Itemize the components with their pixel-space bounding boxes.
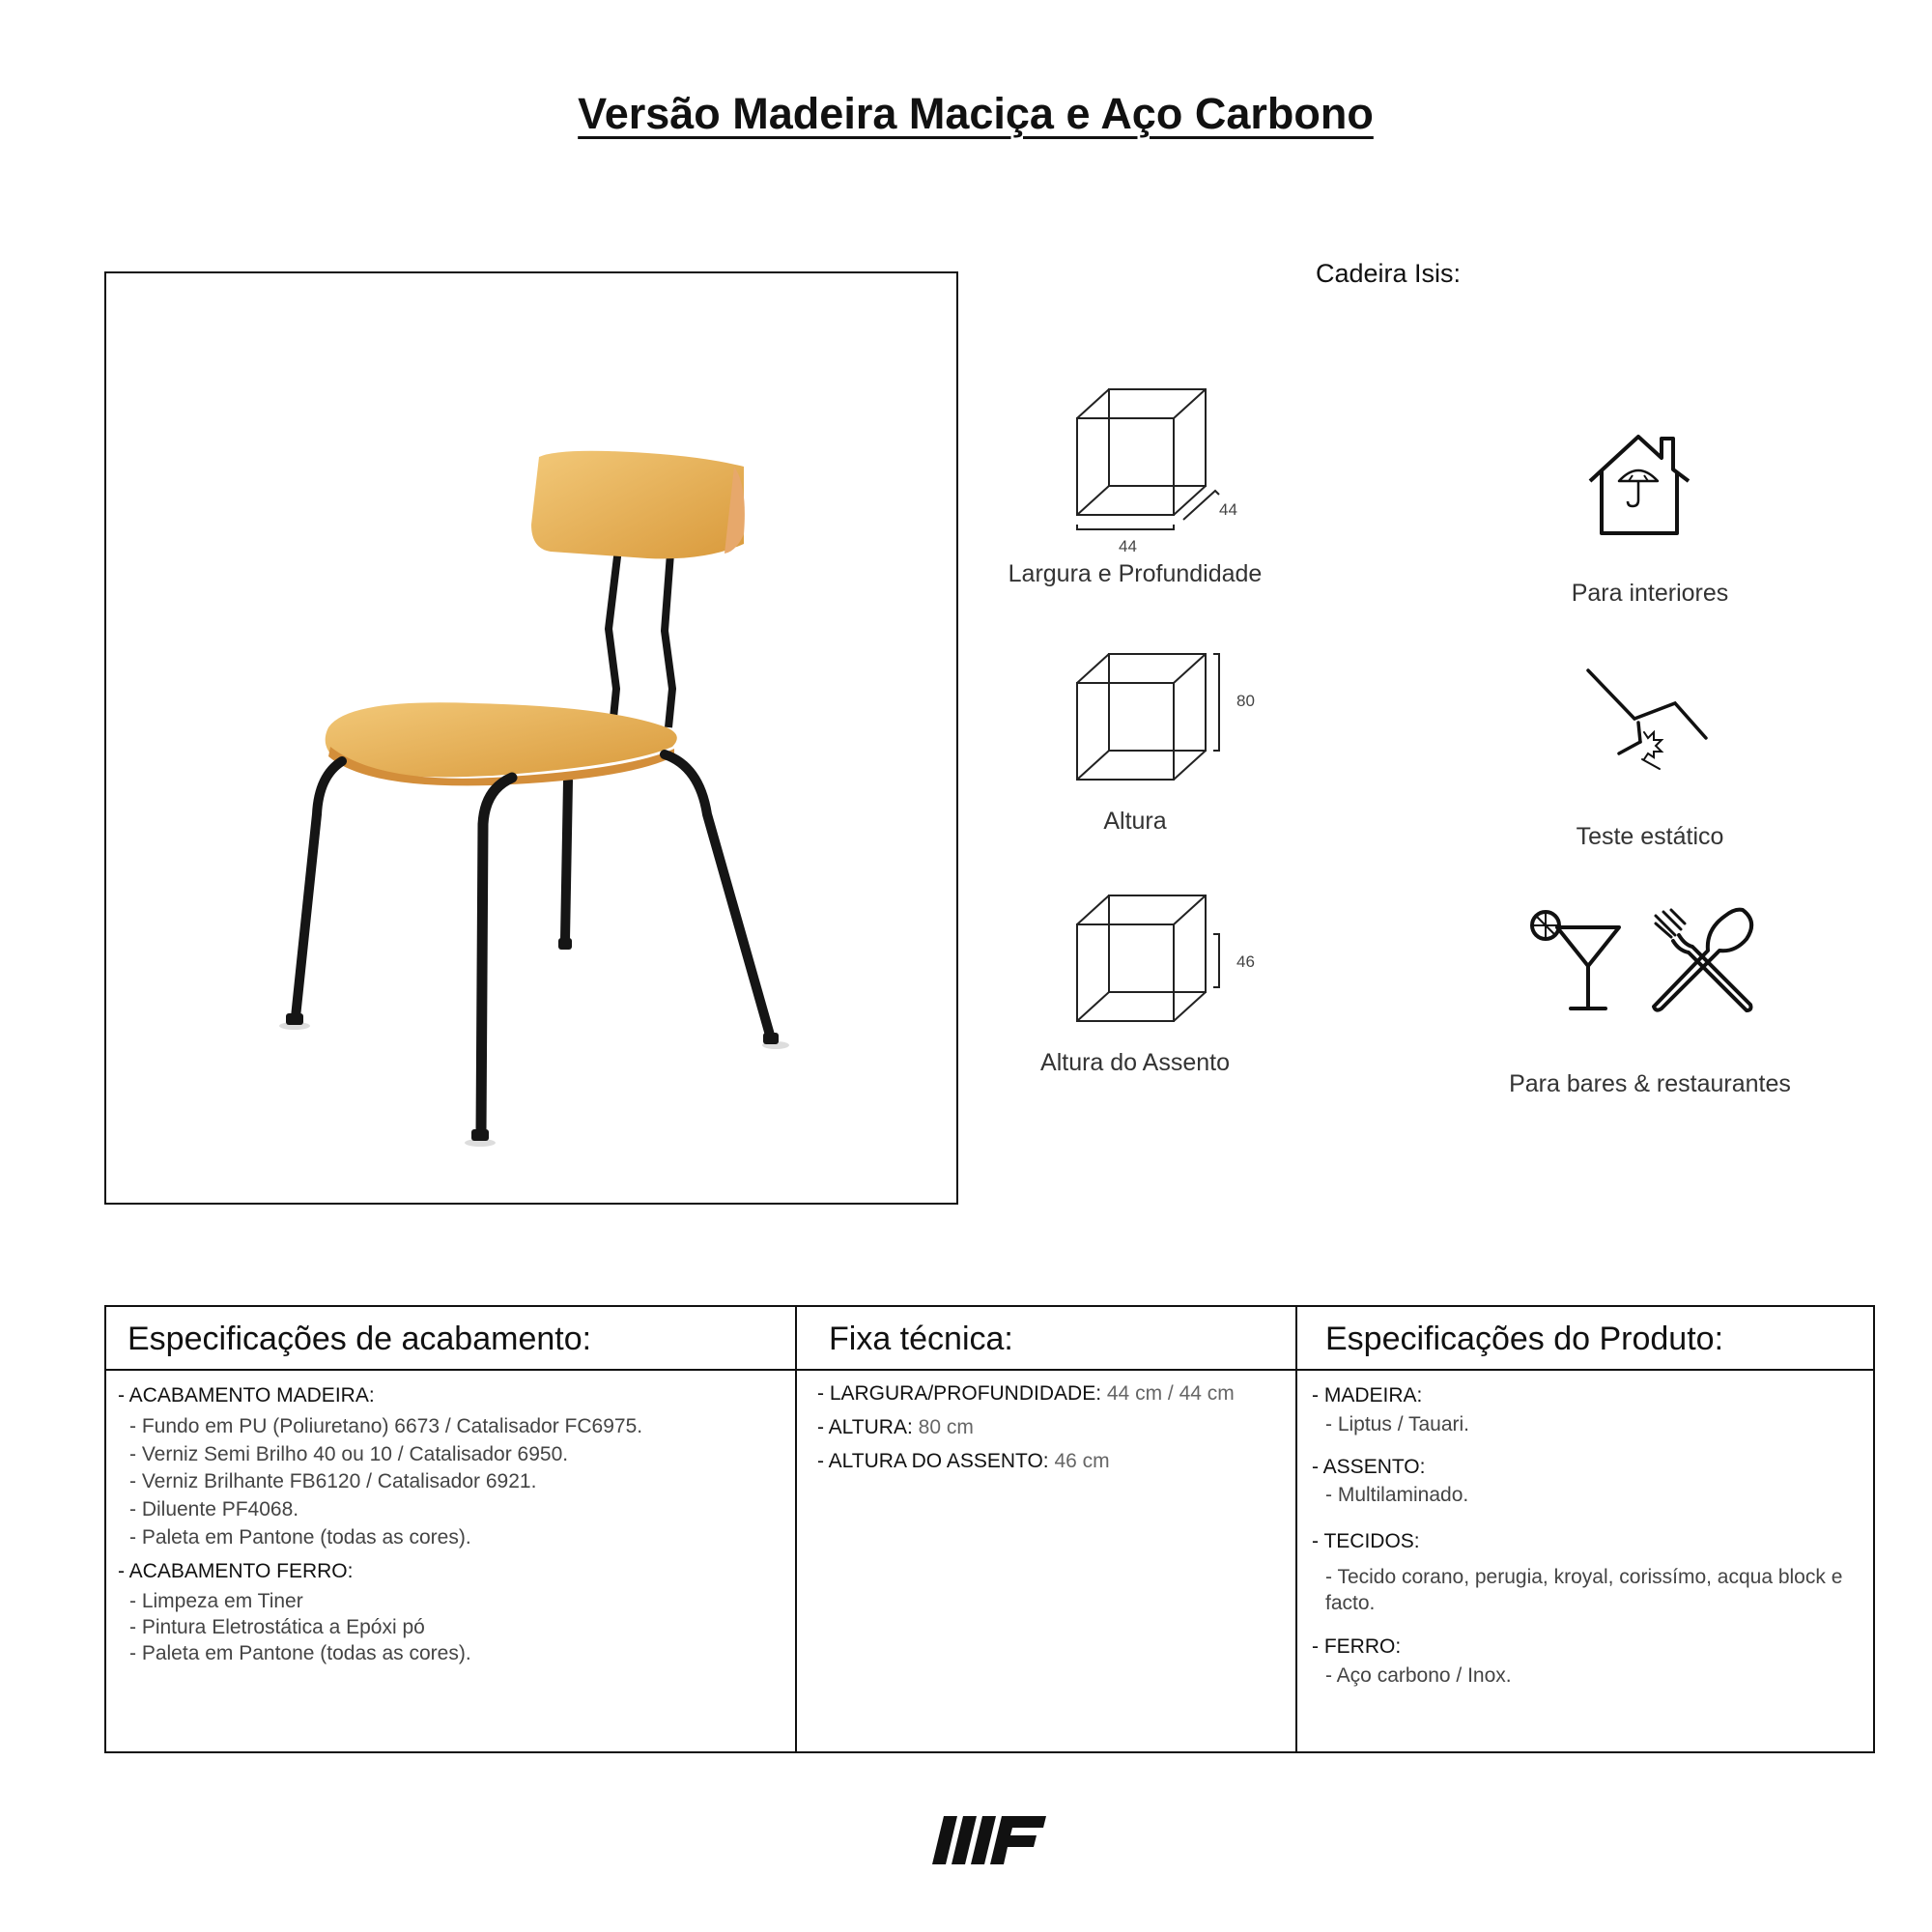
- column-divider: [795, 1307, 797, 1751]
- list-item: - Paleta em Pantone (todas as cores).: [129, 1642, 471, 1664]
- tech-row: [817, 1382, 1235, 1406]
- width-value: 44: [1119, 537, 1137, 555]
- wood-finish-title: - ACABAMENTO MADEIRA:: [118, 1384, 375, 1406]
- specs-table: [104, 1305, 1875, 1753]
- height-value: 80: [1236, 692, 1255, 710]
- wood-value: - Liptus / Tauari.: [1325, 1413, 1470, 1435]
- chair-image: [106, 273, 956, 1203]
- list-item: - Paleta em Pantone (todas as cores).: [129, 1526, 471, 1548]
- height-cube-icon: [1072, 649, 1246, 789]
- seat-value: - Multilaminado.: [1325, 1484, 1469, 1506]
- fabric-value: - Tecido corano, perugia, kroyal, corissímo, acqua block e facto.: [1325, 1566, 1843, 1614]
- fork-knife-icon: [1650, 906, 1758, 1014]
- tech-sheet-heading: Fixa técnica:: [829, 1321, 1013, 1357]
- list-item: - Fundo em PU (Poliuretano) 6673 / Catalisador FC6975.: [129, 1415, 643, 1437]
- wood-title: - MADEIRA:: [1312, 1384, 1423, 1406]
- product-name: Cadeira Isis:: [1316, 259, 1462, 288]
- iron-finish-title: - ACABAMENTO FERRO:: [118, 1560, 354, 1582]
- tech-row-value: 44 cm / 44 cm: [1106, 1382, 1235, 1405]
- list-item: - Pintura Eletrostática a Epóxi pó: [129, 1616, 425, 1638]
- seat-title: - ASSENTO:: [1312, 1456, 1426, 1478]
- product-specs-heading: Especificações do Produto:: [1325, 1321, 1724, 1357]
- tech-row-label: - ALTURA DO ASSENTO:: [817, 1450, 1049, 1472]
- header-divider: [106, 1369, 1873, 1371]
- tech-row-label: - ALTURA:: [817, 1416, 913, 1438]
- tech-row-value: 46 cm: [1054, 1450, 1110, 1472]
- page-title: Versão Madeira Maciça e Aço Carbono: [578, 89, 1374, 138]
- finish-specs-heading: Especificações de acabamento:: [128, 1321, 592, 1357]
- iron-title: - FERRO:: [1312, 1635, 1402, 1658]
- bars-restaurants-label: Para bares & restaurantes: [1509, 1070, 1791, 1097]
- seat-height-value: 46: [1236, 952, 1255, 971]
- width-depth-label: Largura e Profundidade: [1008, 560, 1263, 587]
- list-item: - Limpeza em Tiner: [129, 1590, 303, 1612]
- cocktail-glass-icon: [1528, 906, 1623, 1014]
- seat-height-cube-icon: [1072, 891, 1246, 1031]
- static-test-icon: [1584, 665, 1710, 773]
- seat-height-label: Altura do Assento: [1040, 1049, 1230, 1076]
- list-item: - Diluente PF4068.: [129, 1498, 299, 1520]
- indoor-house-icon: [1586, 431, 1702, 539]
- tech-row-value: 80 cm: [918, 1416, 974, 1438]
- tech-row-label: - LARGURA/PROFUNDIDADE:: [817, 1382, 1102, 1405]
- tech-row: [817, 1416, 974, 1439]
- brand-logo: [932, 1816, 1048, 1866]
- static-test-label: Teste estático: [1576, 823, 1724, 850]
- list-item: - Verniz Brilhante FB6120 / Catalisador 6921.: [129, 1470, 537, 1492]
- width-depth-cube-icon: [1072, 384, 1256, 549]
- tech-row: [817, 1450, 1110, 1473]
- list-item: - Verniz Semi Brilho 40 ou 10 / Catalisador 6950.: [129, 1443, 569, 1465]
- iron-value: - Aço carbono / Inox.: [1325, 1664, 1512, 1687]
- height-label: Altura: [1103, 808, 1167, 835]
- indoor-label: Para interiores: [1571, 580, 1729, 607]
- column-divider: [1295, 1307, 1297, 1751]
- depth-value: 44: [1219, 500, 1237, 519]
- fabric-title: - TECIDOS:: [1312, 1530, 1420, 1552]
- product-photo: [104, 271, 958, 1205]
